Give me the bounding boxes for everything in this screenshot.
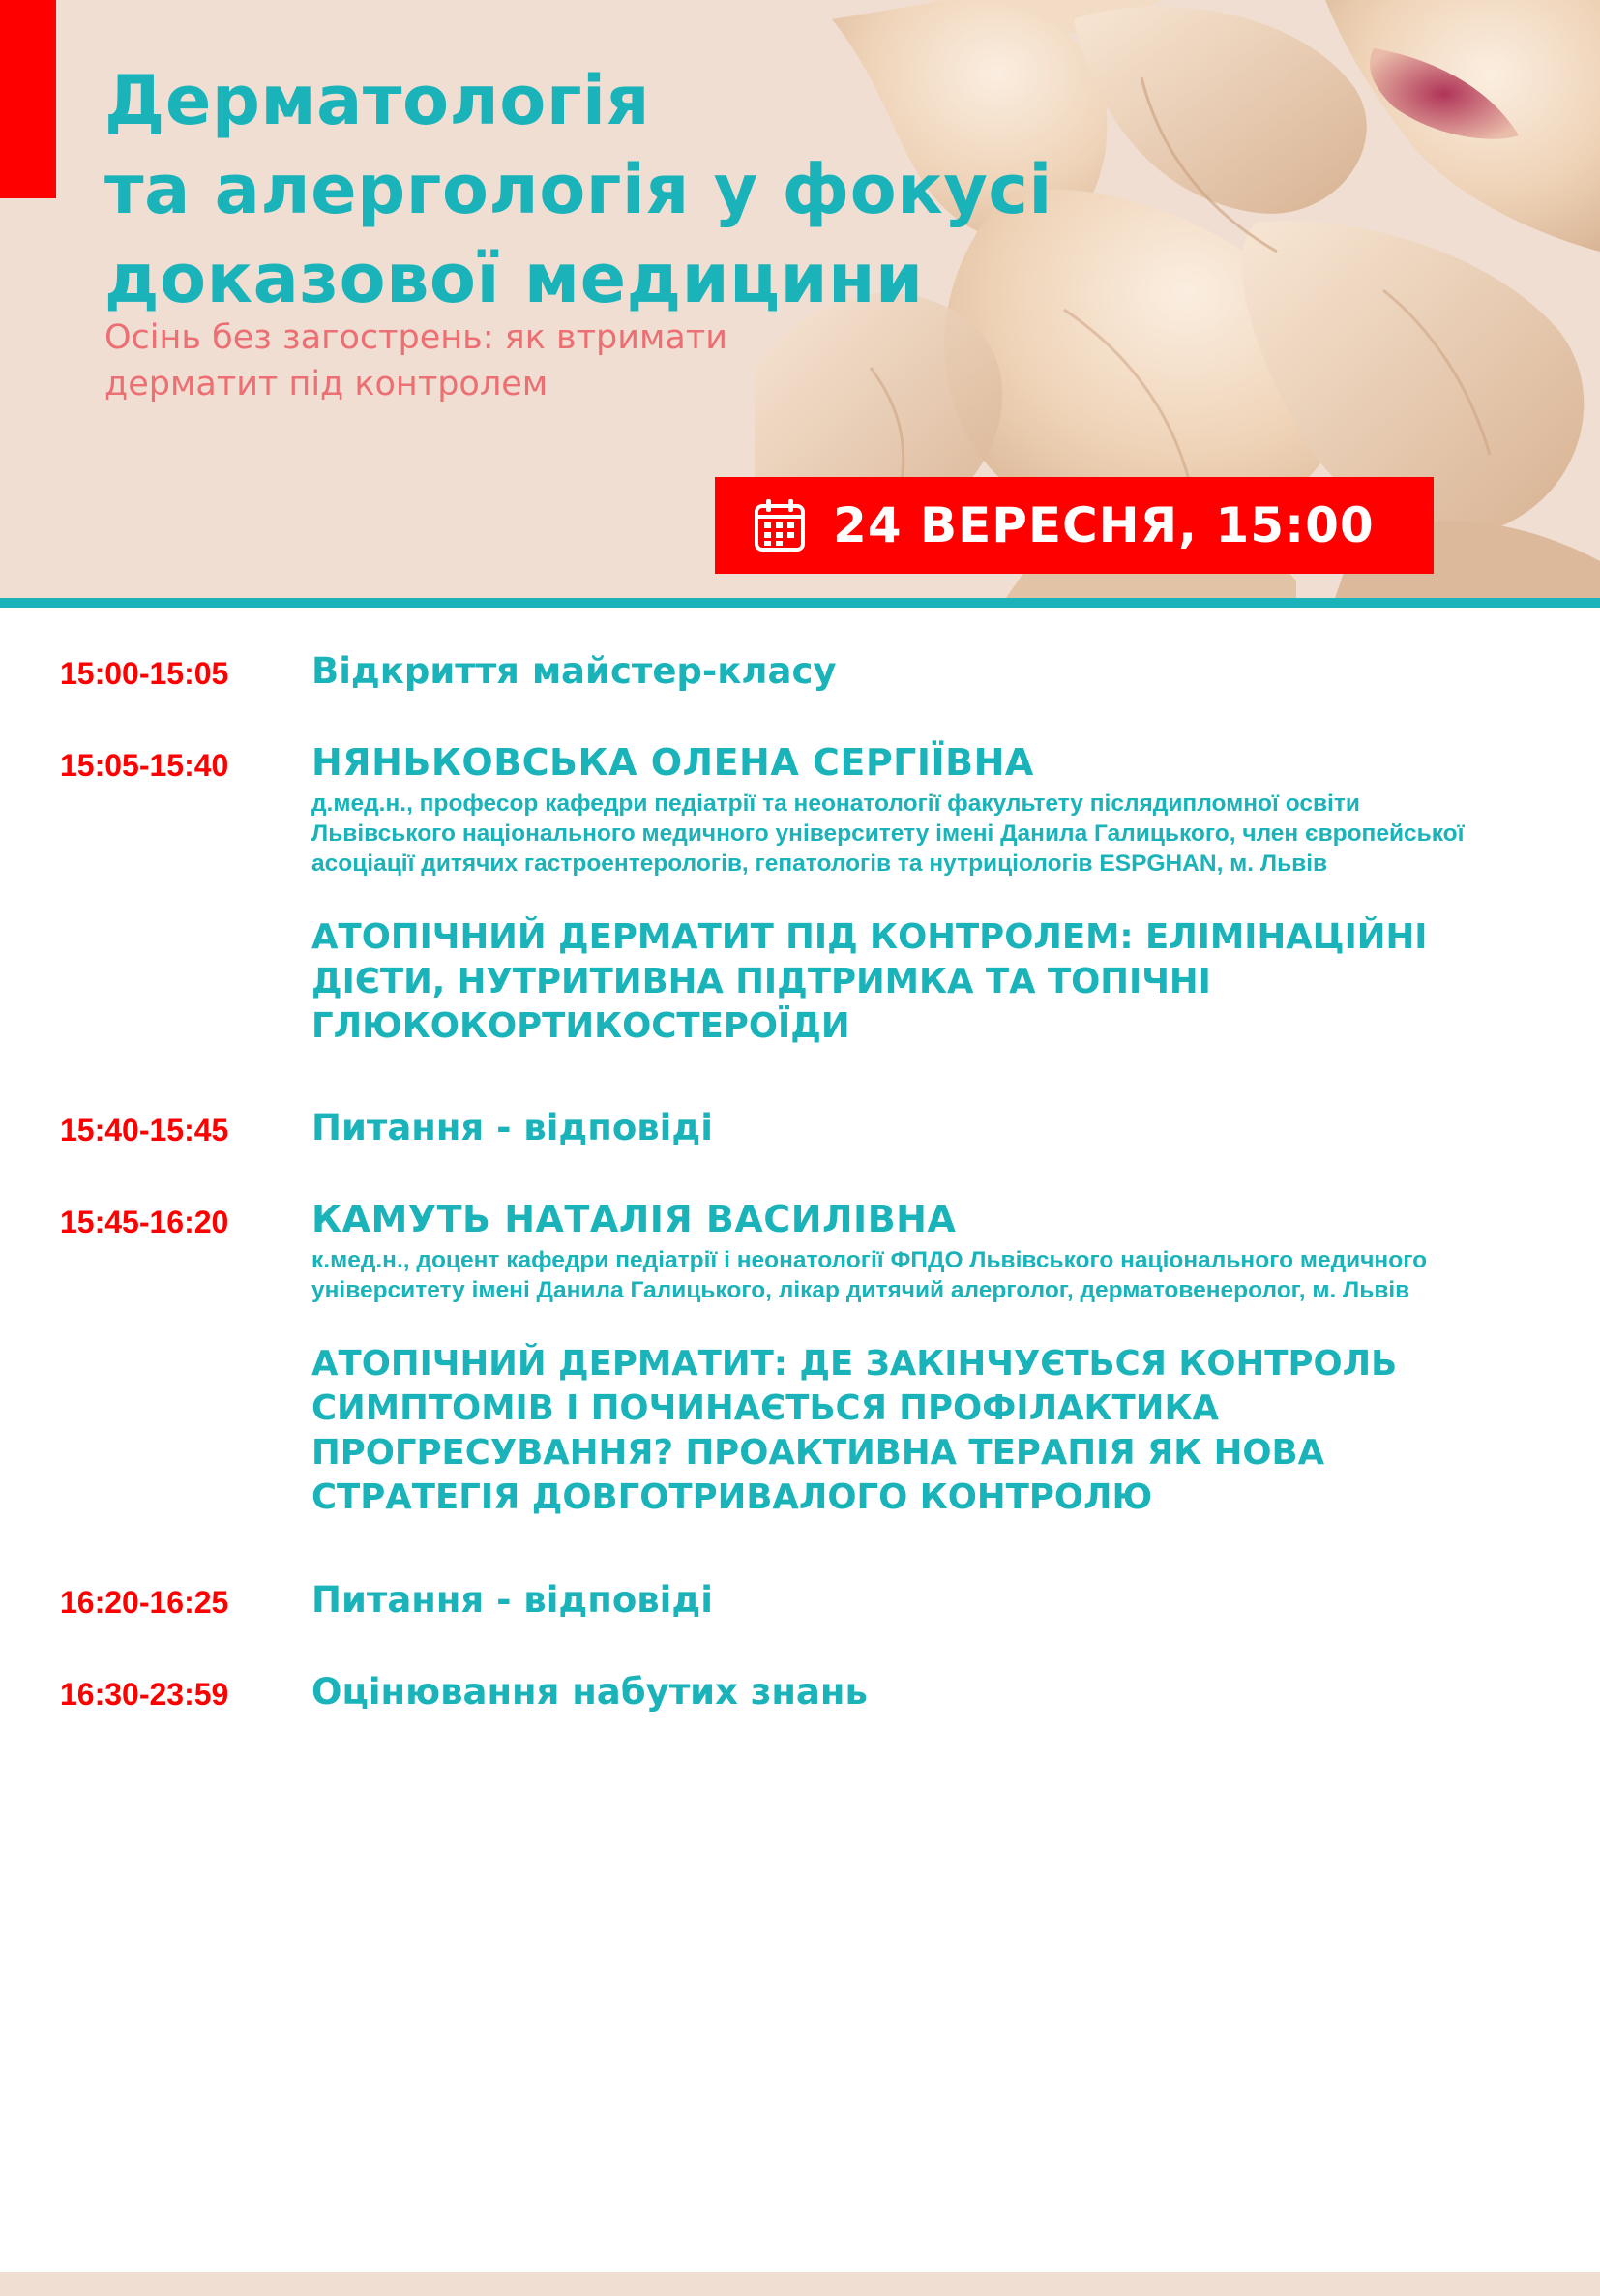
agenda-item-title: Відкриття майстер-класу [311, 650, 837, 692]
header-divider [0, 598, 1600, 608]
topic-line: СИМПТОМІВ І ПОЧИНАЄТЬСЯ ПРОФІЛАКТИКА [311, 1388, 1219, 1428]
calendar-icon [754, 498, 806, 552]
title-line: Дерматологія [104, 61, 650, 140]
speaker-name: КАМУТЬ НАТАЛІЯ ВАСИЛІВНА [311, 1198, 957, 1240]
credentials-line: університету імені Данила Галицького, лікар дитячий алерголог, дерматовенеролог, м. Львів [311, 1277, 1410, 1303]
topic-line: СТРАТЕГІЯ ДОВГОТРИВАЛОГО КОНТРОЛЮ [311, 1477, 1153, 1517]
credentials-line: Львівського національного медичного університету імені Данила Галицького, член європейської [311, 820, 1465, 847]
event-date: 24 ВЕРЕСНЯ, 15:00 [833, 497, 1375, 553]
credentials-line: к.мед.н., доцент кафедри педіатрії і неонатології ФПДО Львівського національного медичного [311, 1247, 1428, 1273]
agenda-content [311, 1107, 1588, 1149]
agenda-item-title: Оцінювання набутих знань [311, 1671, 868, 1713]
agenda-content [311, 1197, 1588, 1520]
topic-line: ДІЄТИ, НУТРИТИВНА ПІДТРИМКА ТА ТОПІЧНІ [311, 962, 1211, 1001]
agenda-item-title: Питання - відповіді [311, 1107, 713, 1148]
subtitle-line: дерматит під контролем [104, 365, 548, 403]
title-line: та алергологія у фокусі [104, 150, 1052, 229]
footer-band [0, 2272, 1600, 2296]
page-subtitle [104, 314, 727, 407]
topic-line: ПРОГРЕСУВАННЯ? ПРОАКТИВНА ТЕРАПІЯ ЯК НОВА [311, 1433, 1325, 1473]
agenda-item-title: Питання - відповіді [311, 1579, 713, 1621]
agenda-time: 15:00-15:05 [60, 656, 229, 691]
topic-line: АТОПІЧНИЙ ДЕРМАТИТ: ДЕ ЗАКІНЧУЄТЬСЯ КОНТРОЛЬ [311, 1344, 1398, 1384]
credentials-line: д.мед.н., професор кафедри педіатрії та неонатології факультету післядипломної освіти [311, 790, 1360, 817]
page-title [104, 56, 1217, 323]
header-banner [0, 0, 1600, 598]
agenda-content [311, 740, 1588, 1049]
agenda-content [311, 650, 1588, 693]
agenda-time: 15:45-16:20 [60, 1205, 229, 1239]
agenda-content [311, 1579, 1588, 1622]
topic-line: ГЛЮКОКОРТИКОСТЕРОЇДИ [311, 1006, 850, 1046]
speaker-credentials [311, 1245, 1588, 1305]
topic-line: АТОПІЧНИЙ ДЕРМАТИТ ПІД КОНТРОЛЕМ: ЕЛІМІНАЦІЙНІ [311, 917, 1428, 957]
agenda-time: 16:20-16:25 [60, 1585, 229, 1620]
talk-topic [311, 1342, 1588, 1520]
talk-topic [311, 915, 1588, 1049]
speaker-credentials [311, 789, 1588, 879]
agenda-time: 15:05-15:40 [60, 748, 229, 783]
speaker-name: НЯНЬКОВСЬКА ОЛЕНА СЕРГІЇВНА [311, 741, 1034, 784]
agenda-time: 15:40-15:45 [60, 1113, 229, 1148]
title-line: доказової медицини [104, 239, 924, 318]
subtitle-line: Осінь без загострень: як втримати [104, 318, 727, 357]
accent-bar [0, 0, 56, 198]
credentials-line: асоціації дитячих гастроентерологів, гепатологів та нутриціологів ESPGHAN, м. Львів [311, 850, 1328, 877]
agenda-content [311, 1671, 1588, 1714]
agenda-time: 16:30-23:59 [60, 1677, 229, 1712]
event-date-badge [715, 477, 1434, 574]
